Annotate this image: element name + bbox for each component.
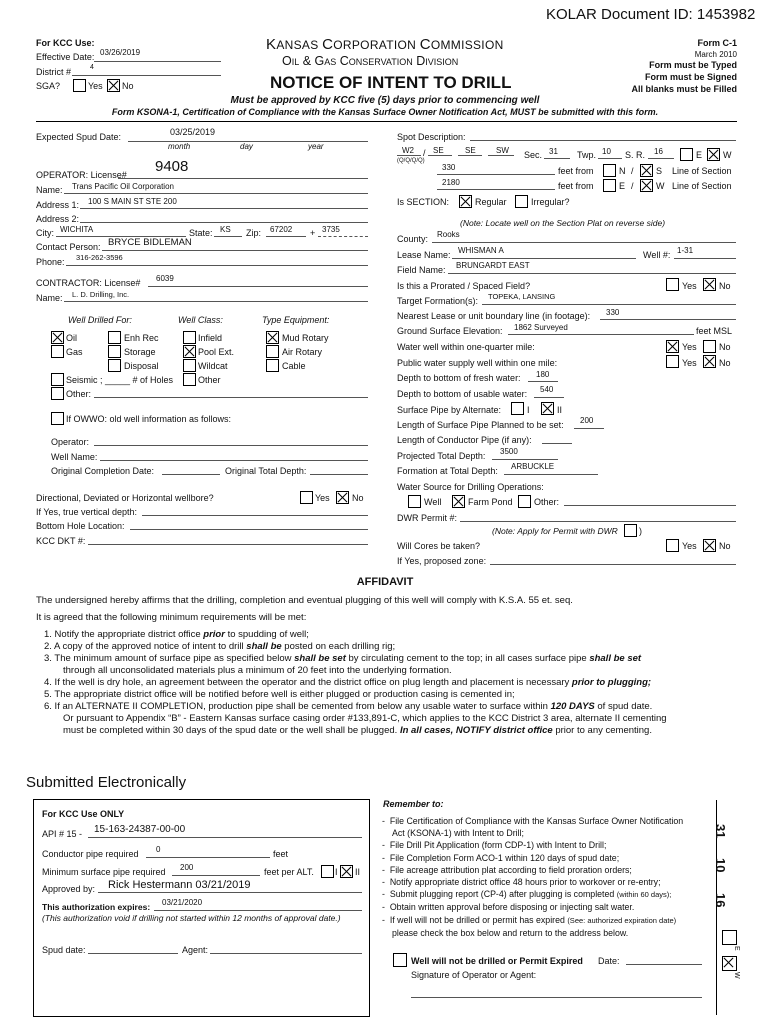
water-source-well-checkbox[interactable]	[408, 495, 421, 508]
remember-item-8b: please check the box below and return to the address below.	[392, 927, 629, 938]
alt-i-checkbox[interactable]	[321, 865, 334, 878]
directional-label: Directional, Deviated or Horizontal wellbore?	[36, 493, 214, 503]
spot-description-label: Spot Description:	[397, 132, 466, 142]
remember-item-5: - Notify appropriate district office 48 hours prior to workover or re-entry;	[382, 877, 661, 888]
water-other-label: Other:	[534, 497, 560, 507]
conductor-required-label: Conductor pipe required	[42, 849, 139, 859]
side-w-label: W	[733, 972, 740, 979]
water-well-yes-label: Yes	[682, 342, 697, 352]
district-label: District #	[36, 67, 72, 77]
directional-yes-label: Yes	[315, 493, 330, 503]
air-rotary-checkbox[interactable]	[266, 345, 279, 358]
operator-name-value[interactable]: Trans Pacific Oil Corporation	[72, 182, 174, 191]
mud-rotary-checkbox[interactable]	[266, 331, 279, 344]
elevation-value[interactable]: 1862 Surveyed	[514, 323, 568, 332]
other-drilled-label: Other:	[66, 389, 92, 399]
cores-label: Will Cores be taken?	[397, 541, 481, 551]
locate-note: (Note: Locate well on the Section Plat on reverse side)	[460, 218, 666, 228]
field-name-value[interactable]: BRUNGARDT EAST	[456, 261, 530, 270]
dwr-permit-label: DWR Permit #:	[397, 513, 458, 523]
zip4-value[interactable]: 3735	[322, 225, 340, 234]
township-label: Twp.	[577, 150, 597, 160]
prorated-label: Is this a Prorated / Spaced Field?	[397, 281, 531, 291]
expires-label: This authorization expires:	[42, 902, 151, 912]
operator-license-label: OPERATOR: License#	[36, 170, 127, 180]
surface-alt-label: Surface Pipe by Alternate:	[397, 405, 502, 415]
formation-td-label: Formation at Total Depth:	[397, 466, 498, 476]
sga-label: SGA?	[36, 81, 61, 91]
phone-label: Phone:	[36, 257, 65, 267]
requirement-3-cont: through all unconsolidated materials plus a minimum of 20 feet into the underlying formation.	[63, 665, 452, 676]
air-rotary-label: Air Rotary	[282, 347, 323, 357]
water-well-yes-checkbox[interactable]	[666, 340, 679, 353]
old-operator-label: Operator:	[51, 437, 90, 447]
section-value[interactable]: 31	[549, 147, 558, 156]
side-range: 16	[713, 893, 728, 908]
original-completion-label: Original Completion Date:	[51, 466, 155, 476]
target-formation-value[interactable]: TOPEKA, LANSING	[488, 292, 556, 301]
surface-length-value[interactable]: 200	[580, 416, 594, 425]
form-typed: Form must be Typed	[649, 60, 737, 70]
range-e-checkbox[interactable]	[680, 148, 693, 161]
spot-q3[interactable]: SE	[465, 146, 476, 155]
township-value[interactable]: 10	[602, 147, 611, 156]
remember-list	[382, 815, 712, 939]
day-caption: day	[240, 142, 253, 151]
conductor-required-value[interactable]: 0	[156, 845, 161, 854]
affidavit-title: AFFIDAVIT	[356, 576, 414, 588]
effective-date-value[interactable]: 03/26/2019	[100, 48, 141, 57]
side-e-checkbox[interactable]	[722, 930, 737, 945]
division-name: Oil & Gas Conservation Division	[282, 54, 459, 68]
wildcat-checkbox[interactable]	[183, 359, 196, 372]
requirement-5: 5. The appropriate district office will be notified before well is either plugged or production casing is cemented in;	[44, 689, 515, 700]
zip-value[interactable]: 67202	[270, 225, 293, 234]
prorated-yes-checkbox[interactable]	[666, 278, 679, 291]
spot-q2[interactable]: SE	[433, 146, 444, 155]
agency-name: KANSAS CORPORATION COMMISSION	[266, 36, 504, 53]
remember-item-1b: Act (KSONA-1) with Intent to Drill;	[392, 828, 524, 839]
api-value[interactable]: 15-163-24387-00-00	[94, 824, 186, 835]
form-title: NOTICE OF INTENT TO DRILL	[270, 73, 512, 92]
zip-label: Zip:	[246, 228, 262, 238]
original-depth-label: Original Total Depth:	[225, 466, 307, 476]
well-class-heading: Well Class:	[178, 315, 223, 325]
type-equipment-heading: Type Equipment:	[262, 315, 330, 325]
void-note: (This authorization void if drilling not started within 12 months of approval date.)	[42, 913, 341, 923]
feet-ew-value[interactable]: 2180	[442, 178, 460, 187]
old-well-name-label: Well Name:	[51, 452, 98, 462]
county-label: County:	[397, 234, 429, 244]
operator-license-value[interactable]: 9408	[155, 158, 189, 175]
requirement-3: 3. The minimum amount of surface pipe as specified below shall be set by circulating cement to the top; in all cases surface pipe shall be set	[44, 653, 642, 664]
feet-from-ew-label: feet from	[558, 181, 594, 191]
form-date: March 2010	[694, 50, 737, 59]
conductor-feet-label: feet	[273, 849, 289, 859]
other-class-checkbox[interactable]	[183, 373, 196, 386]
district-value[interactable]: 4	[90, 64, 94, 71]
remember-item-6: - Submit plugging report (CP-4) after plugging is completed (within 60 days);	[382, 889, 672, 900]
ksona-subtitle: Form KSONA-1, Certification of Compliance with the Kansas Surface Owner Notification Act, MUST be submitted with this form.	[111, 107, 659, 117]
other-class-label: Other	[198, 375, 221, 385]
range-w-checkbox[interactable]	[707, 148, 720, 161]
requirement-6-cont1: Or pursuant to Appendix “B” - Eastern Kansas surface casing order #133,891-C, which applies to the KCC District 3 area, alternate II cementing	[63, 713, 667, 724]
prorated-yes-label: Yes	[682, 281, 697, 291]
target-formation-label: Target Formation(s):	[397, 296, 479, 306]
bottom-hole-label: Bottom Hole Location:	[36, 521, 125, 531]
surface-alt-ii-checkbox[interactable]	[541, 402, 554, 415]
w-checkbox[interactable]	[640, 179, 653, 192]
irregular-checkbox[interactable]	[515, 195, 528, 208]
owwo-checkbox[interactable]	[51, 412, 64, 425]
range-w-label: W	[723, 150, 732, 160]
month-caption: month	[168, 142, 191, 151]
irregular-label: Irregular?	[531, 197, 570, 207]
range-e-label: E	[696, 150, 703, 160]
alt-ii-checkbox[interactable]	[340, 865, 353, 878]
contractor-license-value[interactable]: 6039	[156, 274, 174, 283]
projected-depth-label: Projected Total Depth:	[397, 451, 486, 461]
sga-yes-checkbox[interactable]	[73, 79, 86, 92]
water-source-label: Water Source for Drilling Operations:	[397, 482, 544, 492]
section-label: Sec.	[524, 150, 543, 160]
public-water-yes-checkbox[interactable]	[666, 355, 679, 368]
requirement-4: 4. If the well is dry hole, an agreement between the operator and the district office on plug length and placement is necessary prior to plugging;	[44, 677, 652, 688]
alt-ii-label: II	[355, 867, 361, 877]
enh-rec-checkbox[interactable]	[108, 331, 121, 344]
public-water-no-label: No	[719, 358, 731, 368]
surface-alt-i-checkbox[interactable]	[511, 402, 524, 415]
operator-name-label: Name:	[36, 185, 63, 195]
kcc-use-label: For KCC Use:	[36, 38, 95, 48]
water-well-no-checkbox[interactable]	[703, 340, 716, 353]
approval-subtitle: Must be approved by KCC five (5) days prior to commencing well	[230, 95, 540, 106]
not-drilled-label: Well will not be drilled or Permit Expired	[411, 956, 583, 966]
city-label: City:	[36, 228, 54, 238]
ew-slash: /	[631, 181, 634, 191]
phone-value[interactable]: 316-262-3596	[76, 253, 123, 262]
disposal-label: Disposal	[124, 361, 159, 371]
surface-alt-ii-label: II	[557, 405, 563, 415]
regular-checkbox[interactable]	[459, 195, 472, 208]
feet-from-ns-label: feet from	[558, 166, 594, 176]
ns-slash: /	[631, 166, 634, 176]
range-value[interactable]: 16	[654, 147, 663, 156]
feet-per-alt-label: feet per ALT.	[264, 867, 314, 877]
conductor-length-label: Length of Conductor Pipe (if any):	[397, 435, 532, 445]
s-line-label: Line of Section	[672, 166, 732, 176]
fresh-water-label: Depth to bottom of fresh water:	[397, 373, 521, 383]
kcc-dkt-label: KCC DKT #:	[36, 536, 86, 546]
prorated-no-checkbox[interactable]	[703, 278, 716, 291]
gas-checkbox[interactable]	[51, 345, 64, 358]
kolar-document-id: KOLAR Document ID: 1453982	[546, 6, 756, 23]
api-label: API # 15 -	[42, 829, 83, 839]
well-number-label: Well #:	[643, 250, 671, 260]
requirement-1: 1. Notify the appropriate district office prior to spudding of well;	[44, 629, 309, 640]
contact-value[interactable]: BRYCE BIDLEMAN	[108, 237, 192, 248]
public-water-no-checkbox[interactable]	[703, 355, 716, 368]
cores-no-checkbox[interactable]	[703, 539, 716, 552]
farm-pond-checkbox[interactable]	[452, 495, 465, 508]
qqqq-caption: (Q/Q/Q/Q)	[397, 158, 425, 164]
owwo-label: If OWWO: old well information as follows:	[66, 414, 232, 424]
w-line-label: Line of Section	[672, 181, 732, 191]
nearest-lease-label: Nearest Lease or unit boundary line (in footage):	[397, 311, 591, 321]
state-label: State:	[189, 228, 213, 238]
e-label: E	[619, 181, 626, 191]
cores-no-label: No	[719, 541, 731, 551]
remember-item-1: - File Certification of Compliance with the Kansas Surface Owner Notification	[382, 816, 684, 826]
directional-no-label: No	[352, 493, 364, 503]
public-water-label: Public water supply well within one mile:	[397, 358, 558, 368]
affidavit-list	[44, 629, 734, 737]
side-section: 31	[713, 824, 728, 839]
form-number: Form C-1	[697, 38, 737, 48]
spot-q1[interactable]: W2	[402, 146, 414, 155]
spud-date-value[interactable]: 03/25/2019	[170, 127, 216, 137]
remember-item-7: - Obtain written approval before disposing or injecting salt water.	[382, 902, 635, 913]
nearest-lease-value[interactable]: 330	[606, 308, 620, 317]
feet-msl-label: feet MSL	[696, 326, 733, 336]
remember-item-3: - File Completion Form ACO-1 within 120 days of spud date;	[382, 852, 620, 863]
infield-label: Infield	[198, 333, 223, 343]
submitted-electronically: Submitted Electronically	[26, 774, 187, 791]
enh-rec-label: Enh Rec	[124, 333, 159, 343]
not-drilled-checkbox[interactable]	[393, 953, 407, 967]
form-signed: Form must be Signed	[644, 72, 737, 82]
farm-pond-label: Farm Pond	[468, 497, 513, 507]
lease-name-value[interactable]: WHISMAN A	[458, 246, 504, 255]
remember-item-4: - File acreage attribution plat according to field proration orders;	[382, 864, 632, 875]
side-e-label: E	[733, 946, 740, 951]
spot-q4[interactable]: SW	[496, 146, 509, 155]
state-value[interactable]: KS	[220, 225, 231, 234]
wildcat-label: Wildcat	[198, 361, 228, 371]
remember-title: Remember to:	[383, 799, 444, 809]
w-label: W	[656, 181, 665, 191]
prorated-no-label: No	[719, 281, 731, 291]
elevation-label: Ground Surface Elevation:	[397, 326, 503, 336]
infield-checkbox[interactable]	[183, 331, 196, 344]
feet-ns-value[interactable]: 330	[442, 163, 456, 172]
regular-label: Regular	[475, 197, 507, 207]
field-name-label: Field Name:	[397, 265, 446, 275]
directional-yes-checkbox[interactable]	[300, 491, 313, 504]
cores-yes-label: Yes	[682, 541, 697, 551]
water-well-label: Water well within one-quarter mile:	[397, 342, 535, 352]
range-label: S. R.	[625, 150, 646, 160]
well-drilled-for-heading: Well Drilled For:	[68, 315, 132, 325]
n-label: N	[619, 166, 626, 176]
pool-ext-label: Pool Ext.	[198, 347, 235, 357]
approved-by-label: Approved by:	[42, 884, 96, 894]
surface-alt-i-label: I	[527, 405, 530, 415]
storage-label: Storage	[124, 347, 156, 357]
cable-label: Cable	[282, 361, 306, 371]
n-checkbox[interactable]	[603, 164, 616, 177]
effective-date-label: Effective Date:	[36, 52, 95, 62]
directional-no-checkbox[interactable]	[336, 491, 349, 504]
spot-sep1: /	[423, 148, 426, 158]
contractor-license-label: CONTRACTOR: License#	[36, 278, 141, 288]
side-w-checkbox[interactable]	[722, 956, 737, 971]
water-well-no-label: No	[719, 342, 731, 352]
sga-no-checkbox[interactable]	[107, 79, 120, 92]
water-other-checkbox[interactable]	[518, 495, 531, 508]
zip-plus: +	[310, 228, 316, 238]
requirement-2: 2. A copy of the approved notice of intent to drill shall be posted on each drilling rig;	[44, 641, 396, 652]
usable-water-label: Depth to bottom of usable water:	[397, 389, 528, 399]
projected-depth-value[interactable]: 3500	[500, 447, 518, 456]
affidavit-p1: The undersigned hereby affirms that the drilling, completion and eventual plugging of this well will comply with K.S.A. 55 et. seq.	[36, 595, 573, 606]
usable-water-value[interactable]: 540	[540, 385, 554, 394]
cores-yes-checkbox[interactable]	[666, 539, 679, 552]
formation-td-value[interactable]: ARBUCKLE	[511, 462, 555, 471]
affidavit-p2: It is agreed that the following minimum requirements will be met:	[36, 612, 307, 623]
side-township: 10	[713, 858, 728, 873]
disposal-checkbox[interactable]	[108, 359, 121, 372]
dwr-note: (Note: Apply for Permit with DWR	[492, 526, 618, 536]
s-label: S	[656, 166, 663, 176]
address2-label: Address 2:	[36, 214, 80, 224]
pool-ext-checkbox[interactable]	[183, 345, 196, 358]
sga-no-label: No	[122, 81, 134, 91]
proposed-zone-label: If Yes, proposed zone:	[397, 556, 487, 566]
address1-label: Address 1:	[36, 200, 80, 210]
approved-by-value[interactable]: Rick Hestermann 03/21/2019	[108, 879, 251, 891]
spud-date-box-label: Spud date:	[42, 945, 86, 955]
seismic-label: Seismic ; _____ # of Holes	[66, 375, 174, 385]
min-surface-value[interactable]: 200	[180, 863, 194, 872]
city-value[interactable]: WICHITA	[60, 225, 94, 234]
dwr-checkbox[interactable]	[624, 524, 637, 537]
sga-yes-label: Yes	[88, 81, 103, 91]
contractor-name-value[interactable]: L. D. Drilling, Inc.	[72, 290, 130, 299]
seismic-checkbox[interactable]	[51, 373, 64, 386]
spud-date-label: Expected Spud Date:	[36, 132, 122, 142]
other-drilled-checkbox[interactable]	[51, 387, 64, 400]
remember-item-8: - If well will not be drilled or permit has expired (See: authorized expiration date)	[382, 914, 677, 925]
s-checkbox[interactable]	[640, 164, 653, 177]
surface-length-label: Length of Surface Pipe Planned to be set:	[397, 420, 564, 430]
min-surface-label: Minimum surface pipe required	[42, 867, 166, 877]
alt-i-label: I	[335, 867, 338, 877]
tvd-label: If Yes, true vertical depth:	[36, 507, 138, 517]
lease-name-label: Lease Name:	[397, 250, 451, 260]
kcc-box-title: For KCC Use ONLY	[42, 809, 125, 819]
oil-label: Oil	[66, 333, 77, 343]
public-water-yes-label: Yes	[682, 358, 697, 368]
agent-label: Agent:	[182, 945, 209, 955]
well-number-value[interactable]: 1-31	[677, 246, 694, 255]
mud-rotary-label: Mud Rotary	[282, 333, 329, 343]
gas-label: Gas	[66, 347, 83, 357]
water-source-well-label: Well	[424, 497, 442, 507]
dwr-note-close: )	[639, 526, 642, 536]
fresh-water-value[interactable]: 180	[536, 370, 550, 379]
county-value[interactable]: Rooks	[437, 230, 460, 239]
address1-value[interactable]: 100 S MAIN ST STE 200	[88, 197, 177, 206]
is-section-label: Is SECTION:	[397, 197, 450, 207]
contractor-name-label: Name:	[36, 293, 63, 303]
signature-label: Signature of Operator or Agent:	[411, 970, 537, 980]
contact-label: Contact Person:	[36, 242, 101, 252]
requirement-6-cont2: must be completed within 30 days of the spud date or the well shall be plugged. In all cases, NOTIFY district office prior to any cementing.	[63, 725, 652, 736]
requirement-6: 6. If an ALTERNATE II COMPLETION, production pipe shall be cemented from below any usable water to surface within 120 DAYS of spud date.	[44, 701, 653, 712]
year-caption: year	[308, 142, 324, 151]
not-drilled-date-label: Date:	[598, 956, 620, 966]
cable-checkbox[interactable]	[266, 359, 279, 372]
e-checkbox[interactable]	[603, 179, 616, 192]
remember-item-2: - File Drill Pit Application (form CDP-1) with Intent to Drill;	[382, 840, 607, 851]
expires-value[interactable]: 03/21/2020	[162, 898, 203, 907]
storage-checkbox[interactable]	[108, 345, 121, 358]
form-filled: All blanks must be Filled	[631, 84, 737, 94]
oil-checkbox[interactable]	[51, 331, 64, 344]
